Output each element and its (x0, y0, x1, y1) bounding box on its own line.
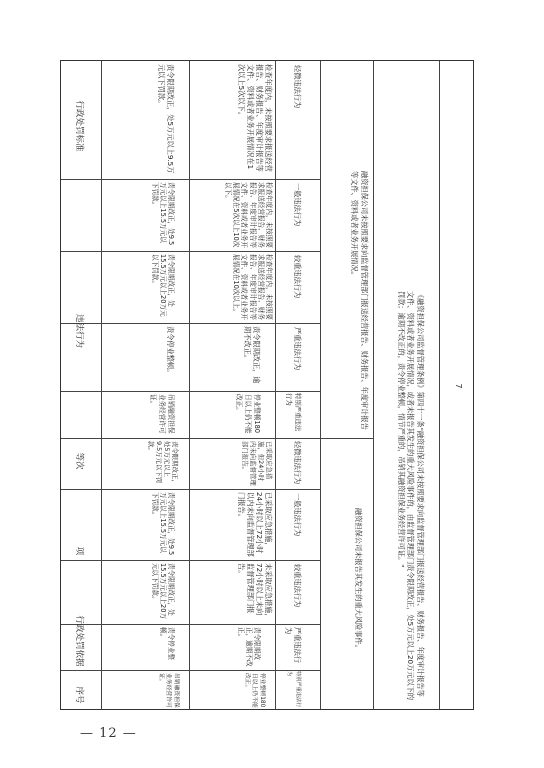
header-standard: 行政处罚标准 (74, 100, 84, 152)
level-cell: 轻微违法行为 (293, 65, 302, 109)
level-cell: 特别严重违法行为 (285, 393, 302, 432)
item-cell-1: 融资担保公司未按照要求向监督管理部门报送经营报告、财务报告、年度审计报告等文件、资料或者业务开展情况。 (350, 171, 369, 430)
behavior-cell: 已采取应急措施，24小时以上72小时以内未向监督管理部门报告。 (237, 492, 273, 557)
level-cell: 特别严重违法行为 (286, 671, 301, 708)
basis-cell: 《融资担保公司监督管理条例》第四十一条"融资担保公司未按照要求向监督管理部门报送经营报告、财务报告、年度审计报告等文件、资料或者业务开展情况，或者未报告其发生的重大风险事件的，由监督管理部门责令限期改正，处5万元以上20万元以下的罚款；逾期不改正的，责令停业整顿，情节严重的，吊销其融资担保业务经营许可证。" (397, 291, 425, 701)
standard-cell: 责令限期改正，处5万元以上9.5万元以下罚款。 (147, 441, 179, 486)
page-number: — 12 — (80, 726, 137, 741)
behavior-cell: 检查年度内，未按照要求报送经营报告、财务报告、年度审计报告等文件、资料或者业务开展情况在5次以上10次以下。 (223, 182, 273, 248)
standard-cell: 责令限期改正，处9.5万元以上15.5万元以下罚款。 (150, 182, 175, 246)
behavior-cell: 未采取应急措施，72小时以上未向监督管理部门报告。 (237, 563, 273, 621)
level-cell: 较重违法行为 (293, 564, 302, 608)
behavior-cell: 停业整顿180日以上仍不能改正。 (244, 673, 265, 708)
penalty-table (60, 60, 474, 710)
standard-cell: 责令停业整顿。 (159, 627, 175, 660)
level-cell: 一般违法行为 (293, 183, 302, 227)
header-basis: 行政处罚依据 (74, 615, 84, 667)
standard-cell: 责令限期改正，处15.5万元以上20万元以下罚款。 (150, 254, 175, 317)
level-cell: 严重违法行为 (293, 327, 302, 371)
standard-cell: 责令停业整顿。 (166, 326, 175, 377)
header-seq: 序号 (74, 686, 84, 704)
header-level: 等次 (74, 452, 84, 470)
behavior-cell: 责令限期改正，逾期不改正。 (243, 326, 261, 384)
item-cell-2: 融资担保公司未报告其发生的重大风险事件。 (354, 508, 363, 652)
level-cell: 严重违法行为 (284, 627, 302, 663)
standard-cell: 责令限期改正，处15.5万元以上20万元以下罚款。 (150, 563, 175, 620)
seq-cell: 7 (454, 383, 463, 389)
level-cell: 较重违法行为 (293, 255, 302, 299)
behavior-cell: 检查年度内，未按照要求报送经营报告、财务报告、年度审计报告等文件、资料或者业务开展情况在1次以上5次以下。 (237, 64, 273, 172)
behavior-cell: 停业整顿180日以上仍不能改正。 (235, 394, 261, 434)
behavior-cell: 已采取应急措施，但24小时内未向监督管理部门报告。 (241, 441, 273, 486)
header-item: 项 (74, 546, 84, 556)
header-behavior: 违法行为 (74, 313, 84, 348)
standard-cell: 吊销融资担保业务经营许可证。 (158, 673, 179, 708)
standard-cell: 责令限期改正，处5万元以上9.5万元以下罚款。 (157, 64, 175, 174)
behavior-cell: 检查年度内，未按照要求报送经营报告、财务报告、年度审计报告等文件、资料或者业务开展情况在10次以上。 (232, 254, 273, 320)
standard-cell: 吊销融资担保业务经营许可证。 (149, 394, 175, 434)
behavior-cell: 责令限期改正，逾期不改正。 (237, 627, 261, 667)
level-cell: 一般违法行为 (293, 493, 302, 537)
level-cell: 轻微违法行为 (293, 441, 302, 485)
standard-cell: 责令限期改正，处9.5万元以上15.5万元以下罚款。 (150, 492, 175, 556)
